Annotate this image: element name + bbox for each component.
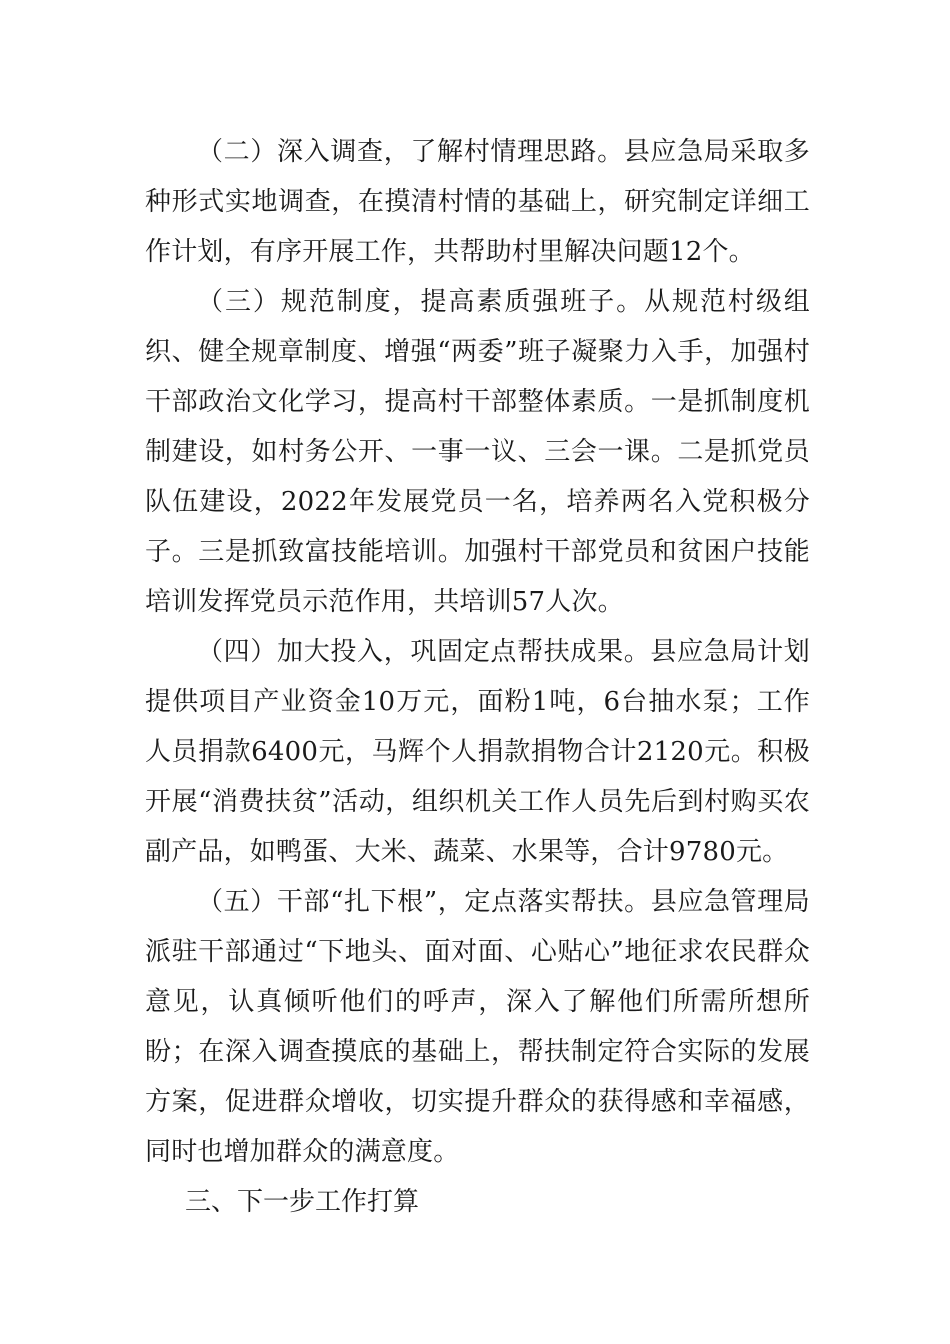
paragraph-investigation: （二）深入调查，了解村情理思路。县应急局采取多种形式实地调查，在摸清村情的基础上，研究制定详细工作计划，有序开展工作，共帮助村里解决问题12个。 bbox=[145, 137, 810, 267]
paragraph-regulation: （三）规范制度，提高素质强班子。从规范村级组织、健全规章制度、增强“两委”班子凝聚力入手，加强村干部政治文化学习，提高村干部整体素质。一是抓制度机制建设，如村务公开、一事一议、三会一课。二是抓党员队伍建设，2022年发展党员一名，培养两名入党积极分子。三是抓致富技能培训。加强村干部党员和贫困户技能培训发挥党员示范作用，共培训57人次。 bbox=[145, 287, 810, 617]
document-body bbox=[145, 127, 810, 1227]
section-heading-next-steps: 三、下一步工作打算 bbox=[185, 1187, 420, 1217]
paragraph-cadres: （五）干部“扎下根”，定点落实帮扶。县应急管理局派驻干部通过“下地头、面对面、心贴心”地征求农民群众意见，认真倾听他们的呼声，深入了解他们所需所想所盼；在深入调查摸底的基础上，帮扶制定符合实际的发展方案，促进群众增收，切实提升群众的获得感和幸福感，同时也增加群众的满意度。 bbox=[145, 887, 810, 1167]
paragraph-investment: （四）加大投入，巩固定点帮扶成果。县应急局计划提供项目产业资金10万元，面粉1吨，6台抽水泵；工作人员捐款6400元，马辉个人捐款捐物合计2120元。积极开展“消费扶贫”活动，组织机关工作人员先后到村购买农副产品，如鸭蛋、大米、蔬菜、水果等，合计9780元。 bbox=[145, 637, 810, 867]
